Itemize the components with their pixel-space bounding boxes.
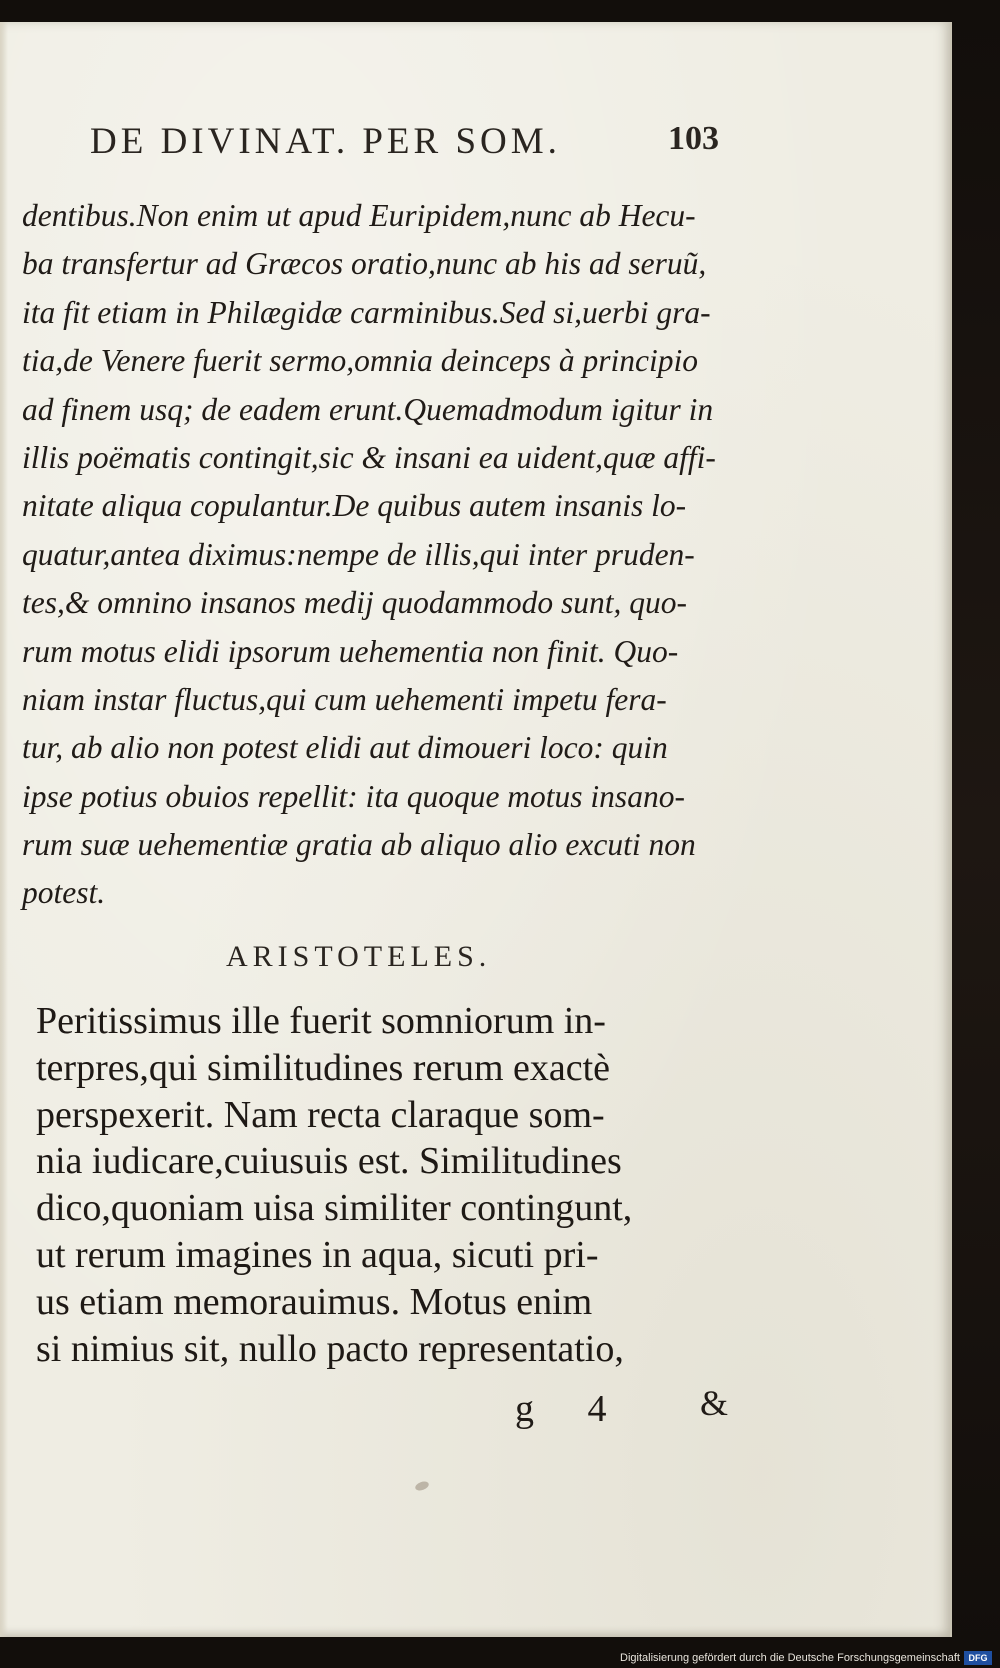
aristotle-line: dico,quoniam uisa similiter contingunt,: [36, 1187, 633, 1230]
commentary-line: ipse potius obuios repellit: ita quoque motus insano-: [22, 778, 685, 814]
aristotle-line: perspexerit. Nam recta claraque som-: [36, 1093, 605, 1136]
aristotle-line: terpres,qui similitudines rerum exactè: [36, 1046, 611, 1089]
dfg-logo: DFG: [964, 1651, 992, 1665]
section-heading: ARISTOTELES.: [226, 940, 492, 973]
digitization-credit: Digitalisierung gefördert durch die Deutsche Forschungsgemeinschaft: [620, 1652, 960, 1664]
aristotle-line: si nimius sit, nullo pacto representatio,: [36, 1327, 624, 1370]
commentary-line: quatur,antea diximus:nempe de illis,qui inter pruden-: [22, 536, 695, 572]
commentary-line: dentibus.Non enim ut apud Euripidem,nunc ab Hecu-: [22, 198, 696, 233]
aristotle-line: Peritissimus ille fuerit somniorum in-: [36, 1000, 606, 1042]
aristotle-line: us etiam memorauimus. Motus enim: [36, 1280, 593, 1323]
commentary-line: rum motus elidi ipsorum uehementia non finit. Quo-: [22, 633, 679, 669]
commentary-line: tur, ab alio non potest elidi aut dimoueri loco: quin: [22, 730, 668, 766]
commentary-line: potest.: [22, 875, 106, 911]
catchword: &: [700, 1383, 729, 1423]
page-edge: [0, 22, 8, 1637]
commentary-line: tia,de Venere fuerit sermo,omnia deinceps à principio: [22, 343, 698, 379]
signature-mark: g 4: [515, 1388, 629, 1430]
commentary-line: ba transfertur ad Græcos oratio,nunc ab his ad seruũ,: [22, 246, 707, 282]
commentary-line: illis poëmatis contingit,sic & insani ea uident,quæ affi-: [22, 439, 716, 475]
commentary-line: ad finem usq; de eadem erunt.Quemadmodum igitur in: [22, 391, 714, 427]
commentary-line: ita fit etiam in Philægidæ carminibus.Sed si,uerbi gra-: [22, 294, 711, 330]
commentary-line: rum suæ uehementiæ gratia ab aliquo alio excuti non: [22, 827, 696, 863]
aristotle-line: ut rerum imagines in aqua, sicuti pri-: [36, 1233, 599, 1276]
commentary-line: tes,& omnino insanos medij quodammodo sunt, quo-: [22, 585, 687, 621]
page-number: 103: [668, 120, 719, 157]
commentary-line: niam instar fluctus,qui cum uehementi impetu fera-: [22, 681, 667, 717]
aristotle-line: nia iudicare,cuiusuis est. Similitudines: [36, 1140, 622, 1183]
commentary-line: nitate aliqua copulantur.De quibus autem insanis lo-: [22, 488, 687, 524]
running-head: DE DIVINAT. PER SOM.: [90, 121, 561, 162]
aristotle-text: [36, 998, 756, 1372]
book-page: [0, 22, 952, 1637]
ink-smudge: [414, 1480, 430, 1492]
commentary-text: [22, 192, 742, 918]
